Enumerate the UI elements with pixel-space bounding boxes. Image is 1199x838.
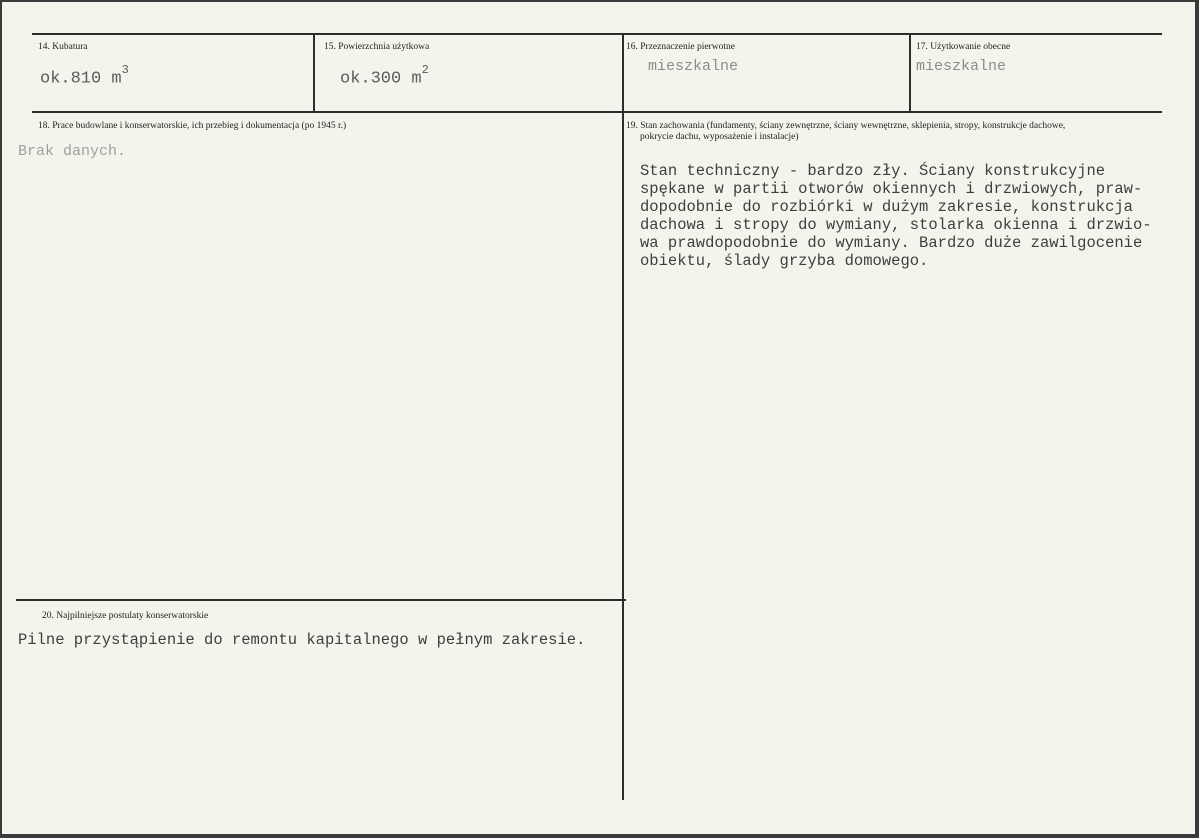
stan-label <box>626 121 1065 143</box>
postulaty-label: 20. Najpilniejsze postulaty konserwatorskie <box>42 611 209 621</box>
stan-line: wa prawdopodobnie do wymiany. Bardzo duże zawilgocenie <box>640 234 1143 252</box>
prace-label: 18. Prace budowlane i konserwatorskie, ich przebieg i dokumentacja (po 1945 r.) <box>38 121 347 131</box>
powierzchnia-label: 15. Powierzchnia użytkowa <box>324 42 430 52</box>
column-divider-3 <box>909 33 911 113</box>
stan-line: dachowa i stropy do wymiany, stolarka okienna i drzwio- <box>640 216 1152 234</box>
powierzchnia-value <box>340 63 429 89</box>
stan-line: obiektu, ślady grzyba domowego. <box>640 252 929 270</box>
section-divider-line <box>16 599 626 601</box>
column-divider-2 <box>622 33 624 800</box>
powierzchnia-exponent: 2 <box>421 63 429 77</box>
kubatura-value <box>40 63 129 89</box>
kubatura-exponent: 3 <box>121 63 129 77</box>
kubatura-value-text: ok.810 m <box>40 69 122 89</box>
row-divider-line <box>32 111 1162 113</box>
stan-line: Stan techniczny - bardzo zły. Ściany konstrukcyjne <box>640 162 1106 180</box>
stan-line: dopodobnie do rozbiórki w dużym zakresie, konstrukcja <box>640 198 1133 216</box>
column-divider-1 <box>313 33 315 113</box>
powierzchnia-value-text: ok.300 m <box>340 69 422 89</box>
stan-label-line-2: pokrycie dachu, wyposażenie i instalacje) <box>640 132 799 142</box>
uzytkowanie-value: mieszkalne <box>916 58 1007 75</box>
stan-line: spękane w partii otworów okiennych i drzwiowych, praw- <box>640 180 1143 198</box>
przeznaczenie-label: 16. Przeznaczenie pierwotne <box>626 42 735 52</box>
prace-value: Brak danych. <box>18 143 127 160</box>
stan-description <box>640 162 1152 270</box>
top-border-line <box>32 33 1162 35</box>
stan-label-line-1: 19. Stan zachowania (fundamenty, ściany zewnętrzne, ściany wewnętrzne, sklepienia, stropy, konstrukcje dachowe, <box>626 121 1066 131</box>
kubatura-label: 14. Kubatura <box>38 42 88 52</box>
postulaty-value: Pilne przystąpienie do remontu kapitalnego w pełnym zakresie. <box>18 631 586 649</box>
uzytkowanie-label: 17. Użytkowanie obecne <box>916 42 1011 52</box>
przeznaczenie-value: mieszkalne <box>648 58 739 75</box>
record-card <box>2 2 1195 834</box>
